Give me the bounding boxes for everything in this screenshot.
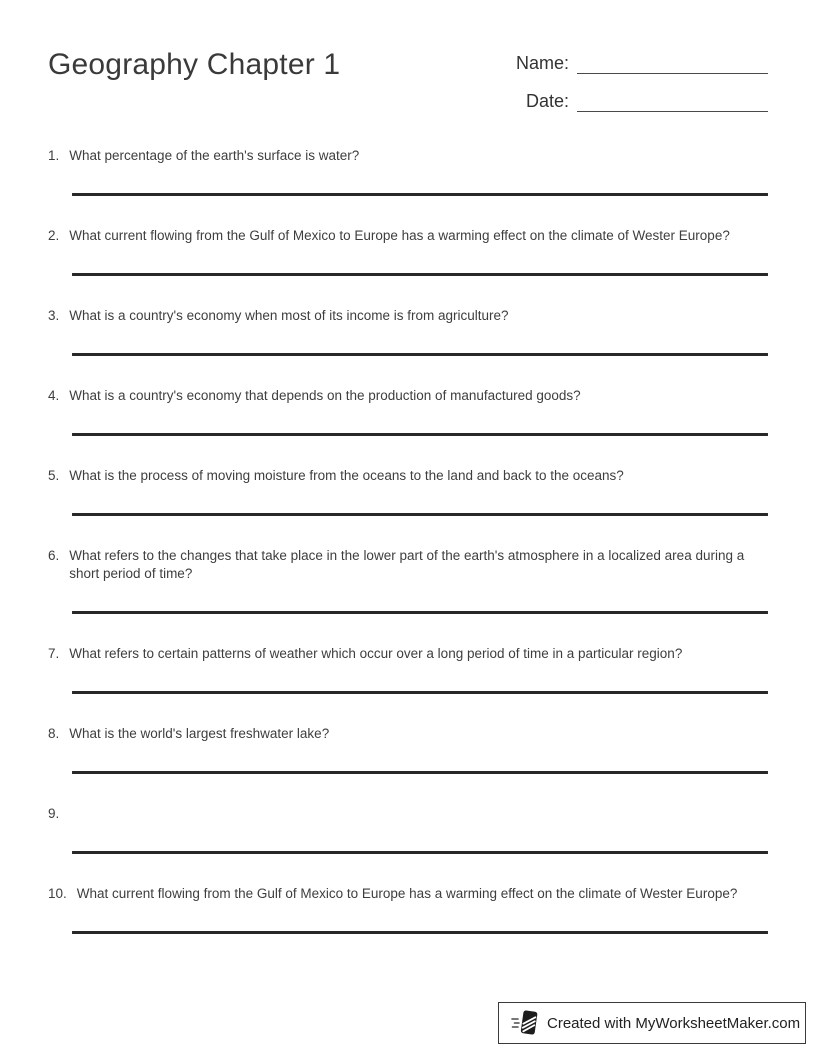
answer-blank-line[interactable] [72, 771, 768, 774]
footer-credit-text: Created with MyWorksheetMaker.com [547, 1014, 801, 1032]
question-item [48, 547, 768, 614]
question-number: 6. [48, 548, 60, 563]
answer-blank-line[interactable] [72, 611, 768, 614]
question-number: 7. [48, 646, 60, 661]
question-item [48, 645, 768, 694]
question-item [48, 725, 768, 774]
answer-blank-line[interactable] [72, 691, 768, 694]
question-number: 5. [48, 468, 60, 483]
question-number: 1. [48, 148, 60, 163]
question-item [48, 387, 768, 436]
date-input-line[interactable] [577, 88, 768, 112]
question-text: What is the world's largest freshwater lake? [69, 726, 330, 741]
question-text [69, 805, 768, 823]
question-item [48, 307, 768, 356]
question-number: 3. [48, 308, 60, 323]
answer-blank-line[interactable] [72, 353, 768, 356]
question-list [48, 147, 768, 965]
name-label: Name: [515, 53, 569, 73]
answer-blank-line[interactable] [72, 513, 768, 516]
question-number: 8. [48, 726, 60, 741]
answer-blank-line[interactable] [72, 273, 768, 276]
question-text: What refers to certain patterns of weather which occur over a long period of time in a particular region? [69, 646, 683, 661]
question-text: What percentage of the earth's surface is water? [69, 148, 360, 163]
date-field-row [516, 88, 768, 112]
date-label: Date: [525, 91, 569, 111]
question-number: 2. [48, 228, 60, 243]
question-number: 9. [48, 806, 60, 821]
question-item [48, 147, 768, 196]
worksheet-maker-logo-icon [511, 1008, 539, 1038]
question-number: 4. [48, 388, 60, 403]
question-text: What current flowing from the Gulf of Mexico to Europe has a warming effect on the climate of Wester Europe? [69, 228, 730, 243]
answer-blank-line[interactable] [72, 193, 768, 196]
name-date-block [516, 50, 768, 126]
footer-credit-box[interactable] [498, 1002, 806, 1044]
answer-blank-line[interactable] [72, 931, 768, 934]
question-text: What is a country's economy when most of its income is from agriculture? [69, 308, 509, 323]
question-item [48, 227, 768, 276]
name-field-row [516, 50, 768, 74]
question-text: What refers to the changes that take place in the lower part of the earth's atmosphere in a localized area during a short period of time? [69, 548, 745, 581]
answer-blank-line[interactable] [72, 851, 768, 854]
question-number: 10. [48, 886, 67, 901]
question-text: What is the process of moving moisture from the oceans to the land and back to the oceans? [69, 468, 624, 483]
question-text: What is a country's economy that depends on the production of manufactured goods? [69, 388, 581, 403]
question-text: What current flowing from the Gulf of Mexico to Europe has a warming effect on the climate of Wester Europe? [76, 886, 738, 901]
question-item [48, 467, 768, 516]
page-title: Geography Chapter 1 [48, 48, 341, 81]
question-item [48, 885, 768, 934]
question-item [48, 805, 768, 854]
answer-blank-line[interactable] [72, 433, 768, 436]
name-input-line[interactable] [577, 50, 768, 74]
